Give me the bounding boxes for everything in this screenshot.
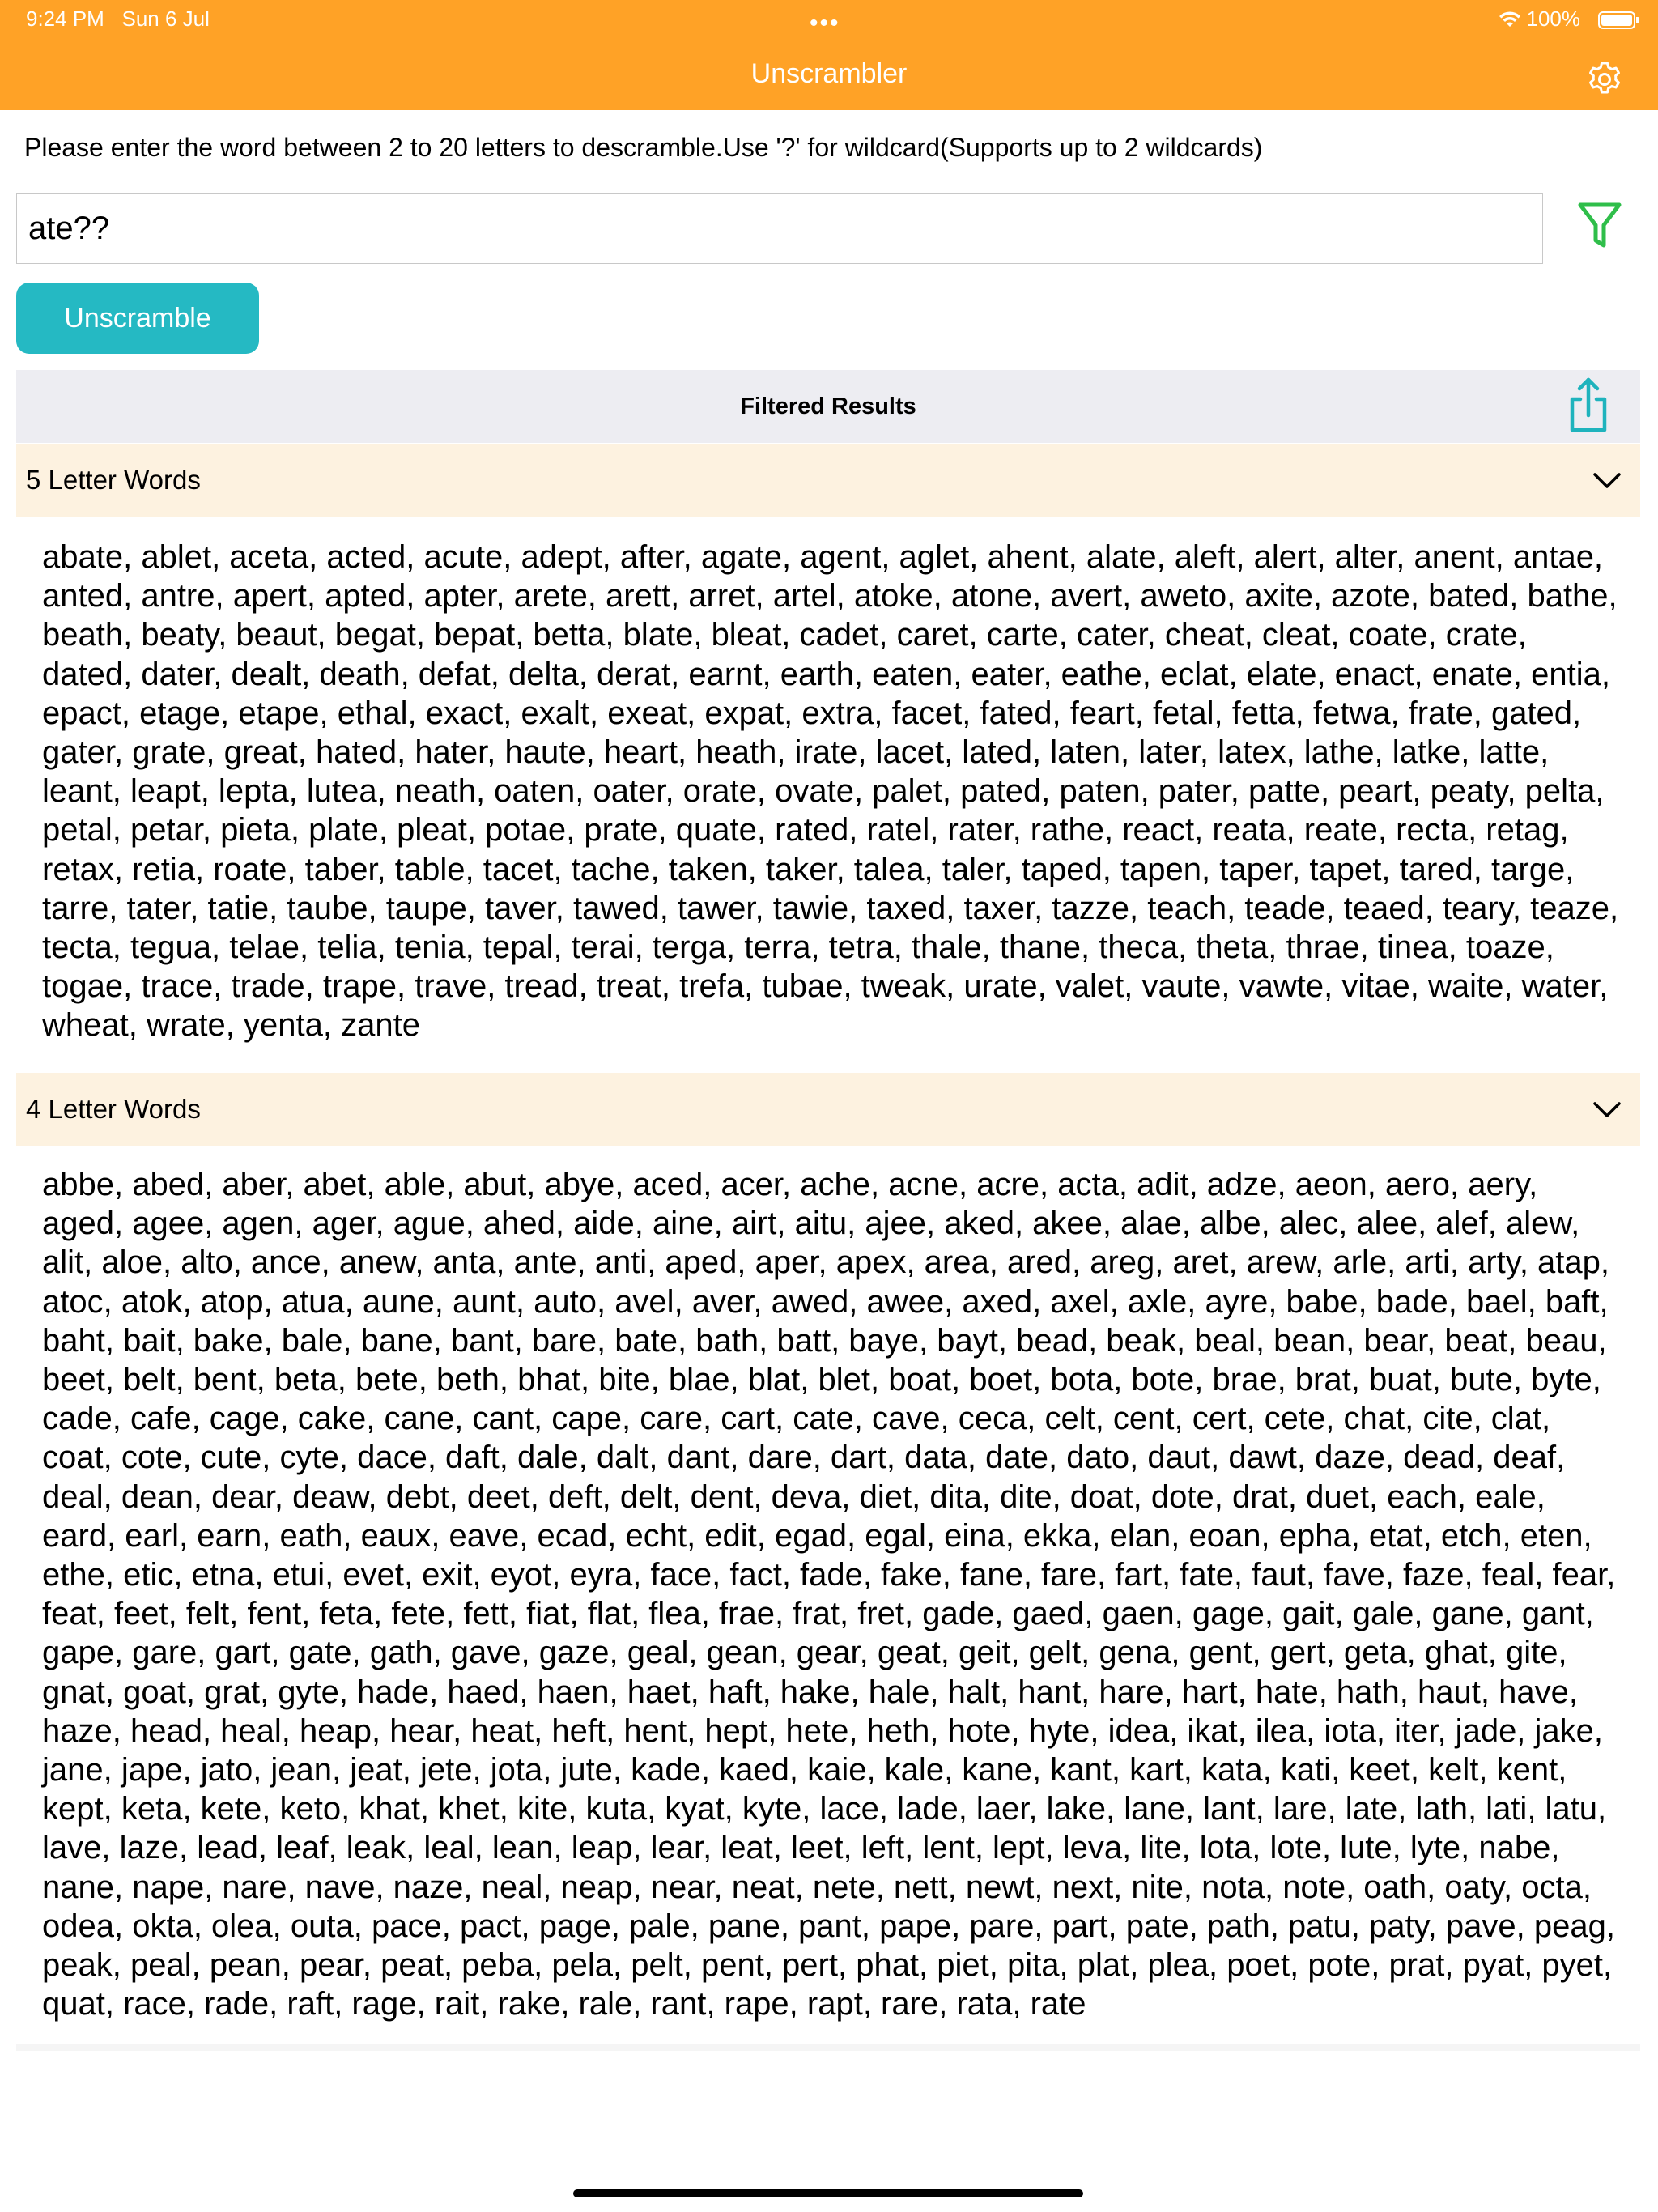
word-list-5-letter: abate, ablet, aceta, acted, acute, adept, after, agate, agent, aglet, ahent, alate, aleft, alert, alter, anent, antae, anted, antre, apert, apted, apter, arete, arett, arret, artel, atoke, atone, avert, aweto, axite, azote, bated, bathe, beath, beaty, beaut, begat, bepat, betta, blate, bleat, cadet, caret, carte, cater, cheat, cleat, coate, crate, dated, dater, dealt, death, defat, delta, derat, earnt, earth, eaten, eater, eathe, eclat, elate, enact, enate, entia, epact, etage, etape, ethal, exact, exalt, exeat, expat, extra, facet, fated, feart, fetal, fetta, fetwa, frate, gated, gater, grate, great, hated, hater, haute, heart, heath, irate, lacet, lated, laten, later, latex, lathe, latke, latte, leant, leapt, lepta, lutea, neath, oaten, oater, orate, ovate, palet, pated, paten, pater, patte, peart, peaty, pelta, petal, petar, pieta, plate, pleat, potae, prate, quate, rated, ratel, rater, rathe, react, reata, reate, recta, retag, retax, retia, roate, taber, table, tacet, tache, taken, taker, talea, taler, taped, tapen, taper, tapet, tared, targe, tarre, tater, tatie, taube, taupe, taver, tawed, tawer, tawie, taxed, taxer, tazze, teach, teade, teaed, teary, teaze, tecta, tegua, telae, telia, tenia, tepal, terai, terga, terra, tetra, thale, thane, theca, theta, thrae, tinea, toaze, togae, trace, trade, trape, trave, tread, treat, trefa, tubae, tweak, urate, valet, vaute, vawte, vitae, waite, water, wheat, wrate, yenta, zante — [42, 539, 1619, 1044]
results-header — [16, 370, 1640, 443]
page-title: Unscrambler — [750, 58, 908, 89]
status-indicators — [1498, 6, 1581, 32]
instructions-text: Please enter the word between 2 to 20 letters to descramble.Use '?' for wildcard(Supports up to 2 wildcards) — [24, 133, 1263, 162]
chevron-down-icon[interactable] — [1592, 466, 1622, 494]
wifi-icon — [1498, 11, 1522, 28]
section-label: 4 Letter Words — [26, 1094, 201, 1124]
battery-icon — [1598, 11, 1635, 29]
section-label: 5 Letter Words — [26, 465, 201, 495]
status-date: Sun 6 Jul — [121, 6, 210, 31]
share-icon[interactable] — [1564, 375, 1613, 435]
status-clock: 9:24 PM — [26, 6, 104, 31]
word-list-4-letter: abbe, abed, aber, abet, able, abut, abye, aced, acer, ache, acne, acre, acta, adit, adze, aeon, aero, aery, aged, agee, agen, ager, ague, ahed, aide, aine, airt, aitu, ajee, aked, akee, alae, albe, alec, alee, alef, alew, alit, aloe, alto, ance, anew, anta, ante, anti, aped, aper, apex, area, ared, areg, aret, arew, arle, arti, arty, atap, atoc, atok, atop, atua, aune, aunt, auto, avel, aver, awed, awee, axed, axel, axle, ayre, babe, bade, bael, baft, baht, bait, bake, bale, bane, bant, bare, bate, bath, batt, baye, bayt, bead, beak, beal, bean, bear, beat, beau, beet, belt, bent, beta, bete, beth, bhat, bite, blae, blat, blet, boat, boet, bota, bote, brae, brat, buat, bute, byte, cade, cafe, cage, cake, cane, cant, cape, care, cart, cate, cave, ceca, celt, cent, cert, cete, chat, cite, clat, coat, cote, cute, cyte, dace, daft, dale, dalt, dant, dare, dart, data, date, dato, daut, dawt, daze, dead, deaf, deal, dean, dear, deaw, debt, deet, deft, delt, dent, deva, diet, dita, dite, doat, dote, drat, duet, each, eale, eard, earl, earn, eath, eaux, eave, ecad, echt, edit, egad, egal, eina, ekka, elan, eoan, epha, etat, etch, eten, ethe, etic, etna, etui, evet, exit, eyot, eyra, face, fact, fade, fake, fane, fare, fart, fate, faut, fave, faze, feal, fear, feat, feet, felt, fent, feta, fete, fett, fiat, flat, flea, frae, frat, fret, gade, gaed, gaen, gage, gait, gale, gane, gant, gape, gare, gart, gate, gath, gave, gaze, geal, gean, gear, geat, geit, gelt, gena, gent, gert, geta, ghat, gite, gnat, goat, grat, gyte, hade, haed, haen, haet, haft, hake, hale, halt, hant, hare, hart, hate, hath, haut, have, haze, head, heal, heap, hear, heat, heft, hent, hept, hete, heth, hote, hyte, idea, ikat, ilea, iota, iter, jade, jake, jane, jape, jato, jean, jeat, jete, jota, jute, kade, kaed, kaie, kale, kane, kant, kart, kata, kati, keet, kelt, kent, kept, keta, kete, keto, khat, khet, kite, kuta, kyat, kyte, lace, lade, laer, lake, lane, lant, lare, late, lath, lati, latu, lave, laze, lead, leaf, leak, leal, lean, leap, lear, leat, leet, left, lent, lept, leva, lite, lota, lote, lute, lyte, nabe, nane, nape, nare, nave, naze, neal, neap, near, neat, nete, nett, newt, next, nite, nota, note, oath, oaty, octa, odea, okta, olea, outa, pace, pact, page, pale, pane, pant, pape, pare, part, pate, path, patu, paty, pave, peag, peak, peal, pean, pear, peat, peba, pela, pelt, pent, pert, phat, piet, pita, plat, plea, poet, pote, prat, pyat, pyet, quat, race, rade, raft, rage, rait, rake, rale, rant, rape, rapt, rare, rata, rate — [42, 1167, 1616, 2023]
gear-icon[interactable] — [1585, 60, 1624, 99]
status-time — [26, 6, 210, 32]
battery-percent: 100% — [1526, 6, 1580, 31]
results-title: Filtered Results — [740, 393, 916, 419]
multitasking-dots[interactable]: ••• — [810, 10, 840, 36]
word-input[interactable] — [16, 193, 1543, 264]
section-header-5-letter[interactable] — [16, 444, 1640, 517]
home-indicator[interactable] — [573, 2189, 1083, 2197]
section-header-4-letter[interactable] — [16, 1073, 1640, 1146]
results-scroll-area[interactable] — [16, 1154, 1640, 2044]
chevron-down-icon[interactable] — [1592, 1095, 1622, 1123]
divider — [16, 2044, 1640, 2051]
navigation-bar — [0, 0, 1658, 110]
unscramble-button[interactable]: Unscramble — [16, 283, 259, 354]
filter-icon[interactable] — [1577, 201, 1622, 249]
